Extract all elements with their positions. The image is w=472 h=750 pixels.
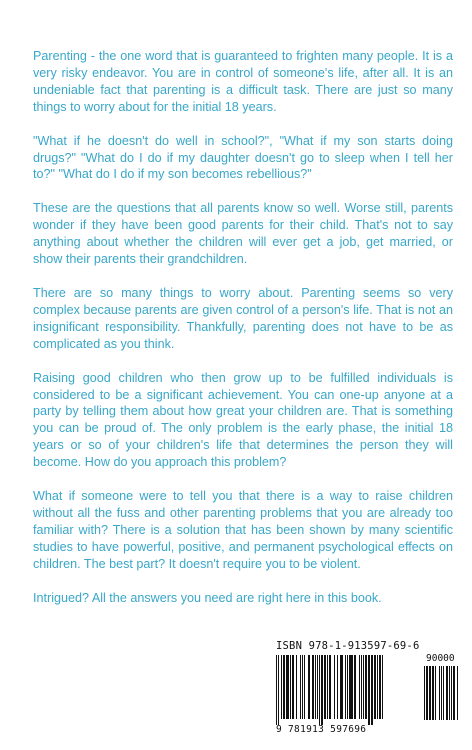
barcode-bar <box>361 655 362 719</box>
barcode-bar <box>453 666 455 720</box>
barcode-bar <box>439 666 440 720</box>
barcode-bar <box>319 655 320 725</box>
barcode-addon-digits: 90000 <box>426 653 455 664</box>
blurb-text <box>33 48 453 623</box>
barcode-bar <box>315 655 316 719</box>
barcode-bar <box>321 655 323 725</box>
barcode-bar <box>374 655 376 719</box>
barcode-bar <box>457 666 458 720</box>
barcode-bar <box>337 655 338 719</box>
barcode-bar <box>449 666 450 720</box>
barcode-bar <box>345 655 346 719</box>
isbn-label: ISBN 978-1-913597-69-6 <box>276 640 420 652</box>
barcode-bar <box>304 655 305 719</box>
barcode-bar <box>302 655 303 719</box>
barcode-bar <box>441 666 442 720</box>
barcode-bar <box>424 666 425 720</box>
blurb-paragraph-1: Parenting - the one word that is guaranteed to frighten many people. It is a very risky endeavor. You are in control of someone's life, after all. It is an undeniable fact that parenting is a difficult task. There are just so many things to worry about for the initial 18 years. <box>33 49 453 114</box>
barcode-bar <box>371 655 373 725</box>
barcode-bar <box>292 655 294 719</box>
barcode-bar <box>432 666 434 720</box>
barcode-bar <box>329 655 331 719</box>
barcode-bar <box>435 666 436 720</box>
barcode-bars <box>276 655 422 725</box>
barcode-ean-digits: 9 781913 597696 <box>276 724 367 735</box>
blurb-paragraph-2: "What if he doesn't do well in school?", "What if my son starts doing drugs?" "What do I do if my daughter doesn't go to sleep when I tell her to?" "What do I do if my son becomes rebellious?" <box>33 133 453 182</box>
barcode-addon-bars <box>424 666 462 724</box>
barcode-bar <box>312 655 314 719</box>
barcode-bar <box>347 655 348 719</box>
barcode-bar <box>446 666 448 720</box>
barcode-bar <box>290 655 291 719</box>
blurb-paragraph-4: There are so many things to worry about. Parenting seems so very complex because parents are given control of a person's life. That is not an insignificant responsibility. Thankfully, parenting does not have to be as complicated as you think. <box>33 285 453 351</box>
barcode-bar <box>340 655 343 719</box>
barcode-bar <box>349 655 353 719</box>
barcode-bar <box>324 655 326 719</box>
barcode-bar <box>365 655 367 719</box>
isbn-barcode <box>276 638 462 740</box>
blurb-paragraph-6: What if someone were to tell you that there is a way to raise children without all the fuss and other parenting problems that you are already too familiar with? There is a solution that has been shown by many scientific studies to have powerful, positive, and permanent psychological effects on children. The best part? It doesn't require you to be violent. <box>33 489 453 571</box>
barcode-bar <box>276 655 277 725</box>
barcode-bar <box>334 655 335 719</box>
barcode-bar <box>296 655 297 719</box>
barcode-bar <box>426 666 428 720</box>
blurb-paragraph-7: Intrigued? All the answers you need are right here in this book. <box>33 590 382 605</box>
barcode-bar <box>377 655 378 719</box>
barcode-bar <box>317 655 318 719</box>
barcode-bar <box>379 655 381 719</box>
barcode-bar <box>283 655 285 719</box>
barcode-bar <box>363 655 364 719</box>
barcode-bar <box>382 655 383 719</box>
barcode-bar <box>354 655 356 719</box>
blurb-paragraph-5: Raising good children who then grow up to be fulfilled individuals is considered to be a significant achievement. You can one-up anyone at a party by telling them about how great your children are. That is something you can be proud of. The only problem is the early phase, the initial 18 years or so of your children's life that determines the person they will become. How do you approach this problem? <box>33 370 453 470</box>
barcode-bar <box>308 655 310 719</box>
barcode-bar <box>281 655 282 719</box>
barcode-bar <box>300 655 301 719</box>
barcode-bar <box>429 666 431 720</box>
barcode-bar <box>443 666 444 720</box>
barcode-bar <box>359 655 360 719</box>
blurb-paragraph-3: These are the questions that all parents know so well. Worse still, parents wonder if they have been good parents for their child. That's not to say anything about whether the children will ever get a job, get married, or show their parents their grandchildren. <box>33 201 453 267</box>
barcode-bar <box>327 655 328 719</box>
barcode-bar <box>451 666 452 720</box>
barcode-bar <box>286 655 289 719</box>
barcode-bar <box>368 655 370 725</box>
barcode-bar <box>278 655 279 725</box>
